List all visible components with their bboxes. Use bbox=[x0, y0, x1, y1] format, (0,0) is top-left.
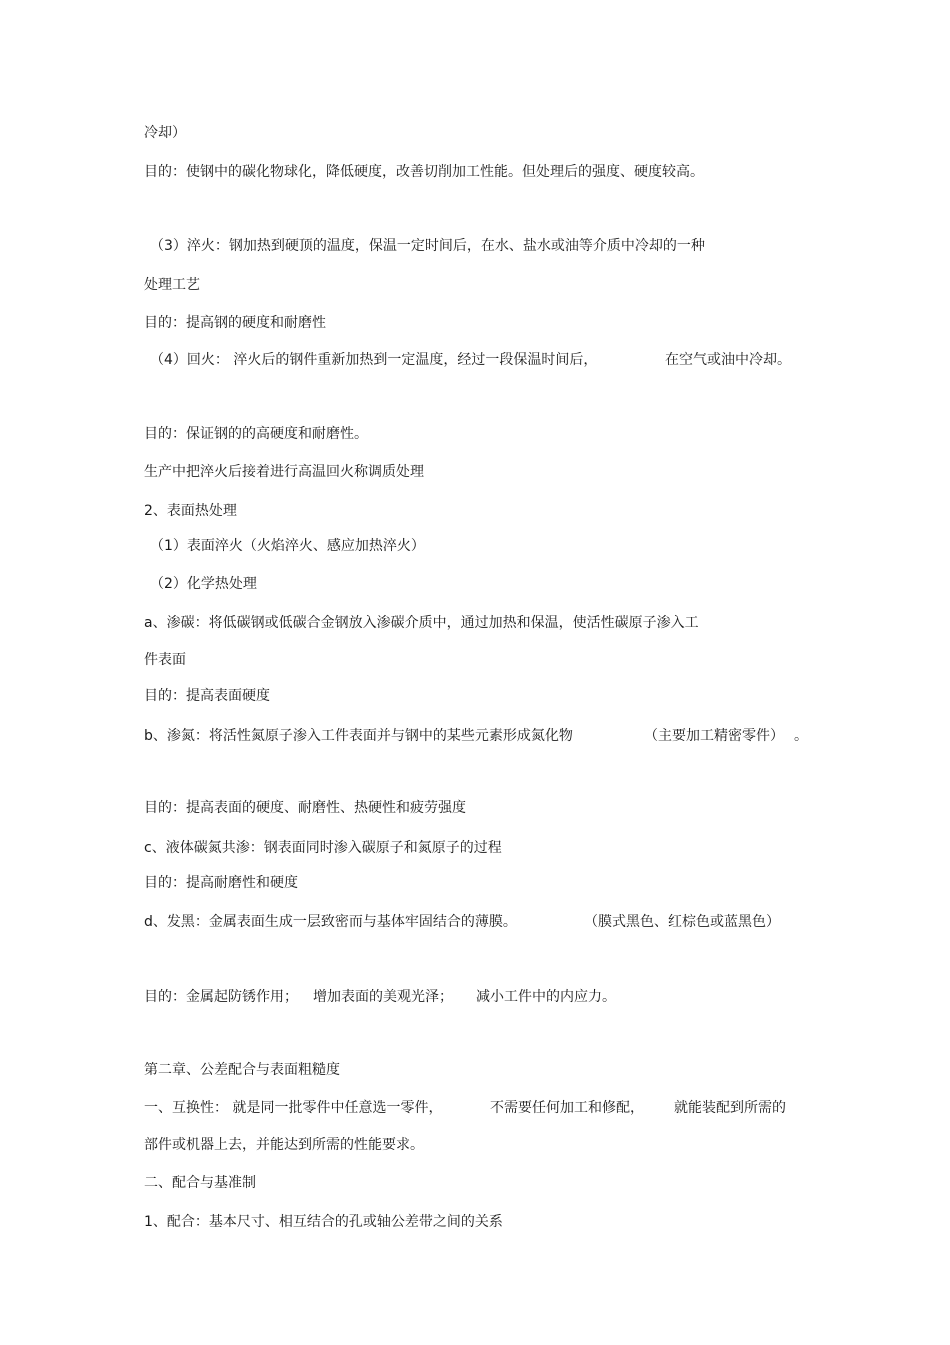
document-page: 冷却） 目的：使钢中的碳化物球化，降低硬度，改善切削加工性能。但处理后的强度、硬度较高。 （3）淬火：钢加热到硬顶的温度，保温一定时间后，在水、盐水或油等介质中冷却的一种 处理工艺 目的：提高钢的硬度和耐磨性 （4）回火： 淬火后的钢件重新加热到一定温度，经过一段保温时间后， 在空气或油中冷却。 目的：保证钢的的高硬度和耐磨性。 生产中把淬火后接着进行高温回火称调质处理 2、表面热处理 （1）表面淬火（火焰淬火、感应加热淬火） （2）化学热处理 a、渗碳：将低碳钢或低碳合金钢放入渗碳介质中，通过加热和保温，使活性碳原子渗入工 件表面 目的：提高表面硬度 b、渗氮：将活性氮原子渗入工件表面并与钢中的某些元素形成氮化物 （主要加工精密零件） 。 目的：提高表面的硬度、耐磨性、热硬性和疲劳强度 c、液体碳氮共渗：钢表面同时渗入碳原子和氮原子的过程 目的：提高耐磨性和硬度 d、发黑：金属表面生成一层致密而与基体牢固结合的薄膜。 （膜式黑色、红棕色或蓝黑色） 目的：金属起防锈作用； 增加表面的美观光泽； 减小工件中的内应力。 第二章、公差配合与表面粗糙度 一、互换性： 就是同一批零件中任意选一零件， 不需要任何加工和修配， 就能装配到所需的 部件或机器上去，并能达到所需的性能要求。 二、配合与基准制 1、配合：基本尺寸、相互结合的孔或轴公差带之间的关系 bbox=[144, 125, 808, 1230]
